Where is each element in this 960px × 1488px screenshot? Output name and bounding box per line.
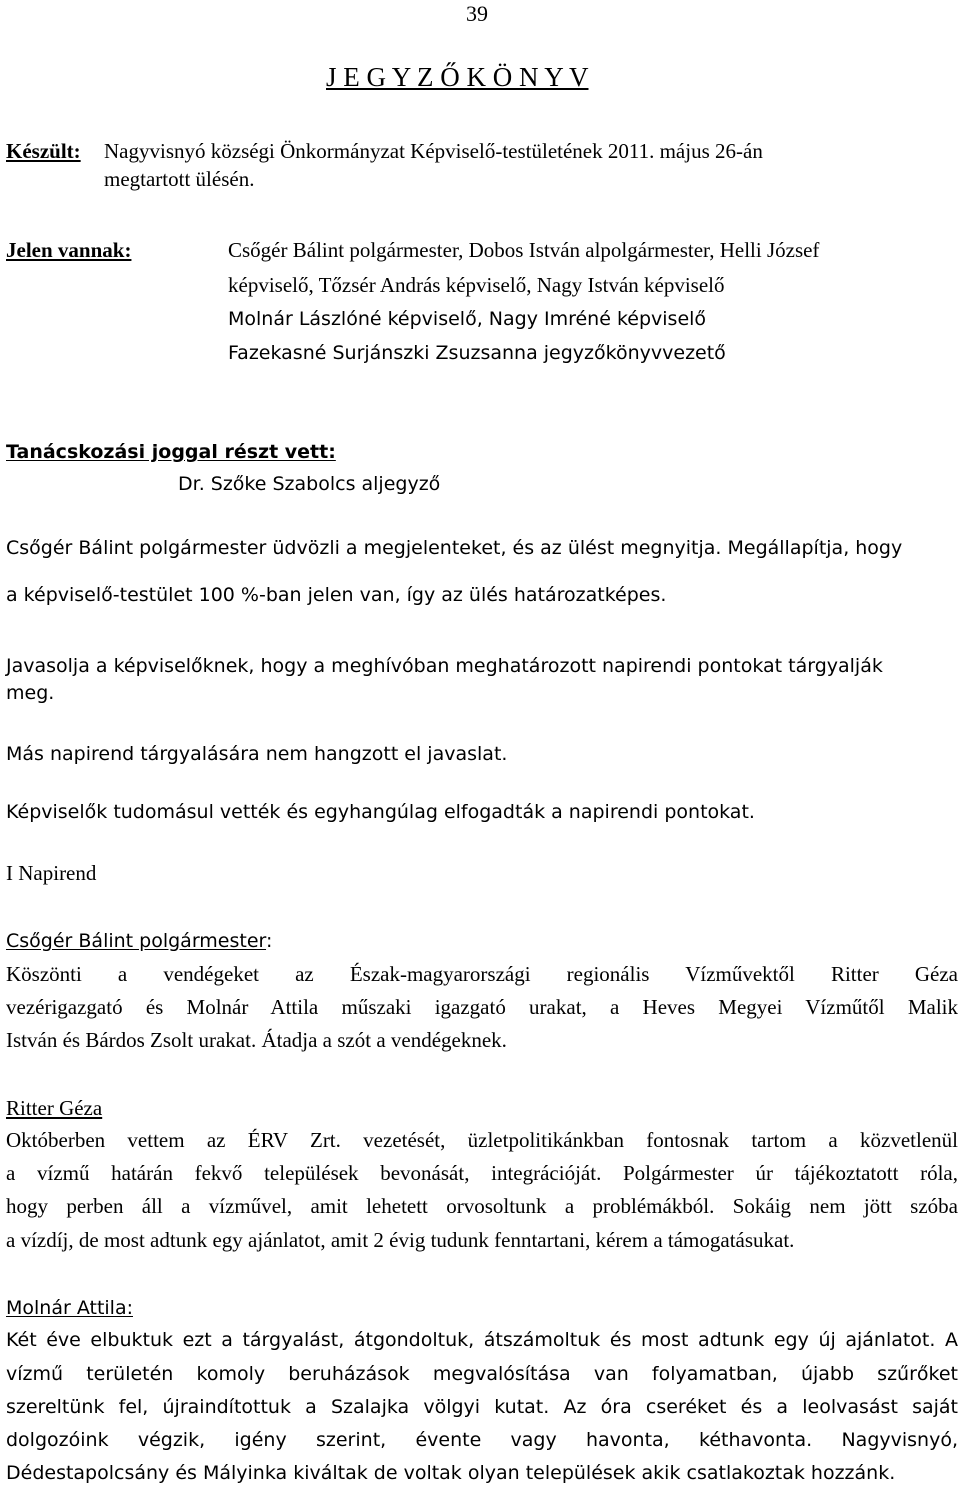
speaker2-line-4: a vízdíj, de most adtunk egy ajánlatot, amit 2 évig tudunk fenntartani, kérem a támogatásukat. — [6, 1228, 795, 1252]
keszult-text-line2: megtartott ülésén. — [104, 167, 255, 191]
jelen-line-1: Csőgér Bálint polgármester, Dobos István alpolgármester, Helli József — [228, 238, 820, 262]
speaker3-line-5: Dédestapolcsány és Mályinka kiváltak de voltak olyan települések akik csatlakoztak hozzánk. — [6, 1462, 896, 1484]
speaker3-line-4: dolgozóink végzik, igény szerint, évente vagy havonta, kéthavonta. Nagyvisnyó, — [6, 1429, 958, 1451]
page-number: 39 — [466, 1, 488, 26]
speaker1-name: Csőgér Bálint polgármester — [6, 930, 267, 952]
intro-p1-line1: Csőgér Bálint polgármester üdvözli a megjelenteket, és az ülést megnyitja. Megállapítja, hogy — [6, 537, 903, 559]
jelen-line-2: képviselő, Tőzsér András képviselő, Nagy István képviselő — [228, 273, 725, 297]
jelen-label: Jelen vannak: — [6, 238, 132, 262]
keszult-label: Készült: — [6, 139, 81, 163]
tanacskozasi-label: Tanácskozási joggal részt vett: — [6, 441, 336, 463]
speaker1-colon: : — [266, 930, 273, 952]
keszult-text-line1: Nagyvisnyó községi Önkormányzat Képviselő-testületének 2011. május 26-án — [104, 139, 763, 163]
intro-p2-line1: Javasolja a képviselőknek, hogy a meghívóban meghatározott napirendi pontokat tárgyalják — [6, 655, 883, 677]
document-title: J E G Y Z Ő K Ö N Y V — [326, 62, 589, 92]
speaker3-line-2: vízmű területén komoly beruházások megvalósítása van folyamatban, újabb szűrőket — [6, 1363, 958, 1385]
speaker1-line-1: Köszönti a vendégeket az Észak-magyarországi regionális Vízművektől Ritter Géza — [6, 962, 958, 986]
intro-p1-line2: a képviselő-testület 100 %-ban jelen van, így az ülés határozatképes. — [6, 584, 667, 606]
speaker1-line-3: István és Bárdos Zsolt urakat. Átadja a szót a vendégeknek. — [6, 1028, 507, 1052]
speaker1-line-2: vezérigazgató és Molnár Attila műszaki igazgató urakat, a Heves Megyei Vízműtől Malik — [6, 995, 958, 1019]
speaker2-name: Ritter Géza — [6, 1096, 103, 1120]
intro-p2-line2: meg. — [6, 682, 55, 704]
intro-p4: Képviselők tudomásul vették és egyhangúlag elfogadták a napirendi pontokat. — [6, 801, 755, 823]
speaker3-line-3: szereltünk fel, újraindítottuk a Szalajka völgyi kutat. Az óra cseréket és a leolvasást saját — [6, 1396, 958, 1418]
speaker2-line-2: a vízmű határán fekvő települések bevonását, integrációját. Polgármester úr tájékoztatott róla, — [6, 1161, 958, 1185]
tanacskozasi-person: Dr. Szőke Szabolcs aljegyző — [178, 473, 441, 495]
speaker2-line-1: Októberben vettem az ÉRV Zrt. vezetését, üzletpolitikánkban fontosnak tartom a közvetlenül — [6, 1128, 958, 1152]
napirend-heading: I Napirend — [6, 861, 97, 885]
jelen-line-4: Fazekasné Surjánszki Zsuzsanna jegyzőkönyvvezető — [228, 342, 726, 364]
jelen-line-3: Molnár Lászlóné képviselő, Nagy Imréné képviselő — [228, 308, 707, 330]
intro-p3: Más napirend tárgyalására nem hangzott el javaslat. — [6, 743, 508, 765]
speaker3-line-1: Két éve elbuktuk ezt a tárgyalást, átgondoltuk, átszámoltuk és most adtunk egy új ajánlatot. A — [6, 1329, 958, 1351]
speaker1-heading — [6, 929, 272, 953]
speaker3-name: Molnár Attila: — [6, 1297, 133, 1319]
speaker2-line-3: hogy perben áll a vízművel, amit lehetett orvosoltunk a problémákból. Sokáig nem jött szóba — [6, 1194, 958, 1218]
